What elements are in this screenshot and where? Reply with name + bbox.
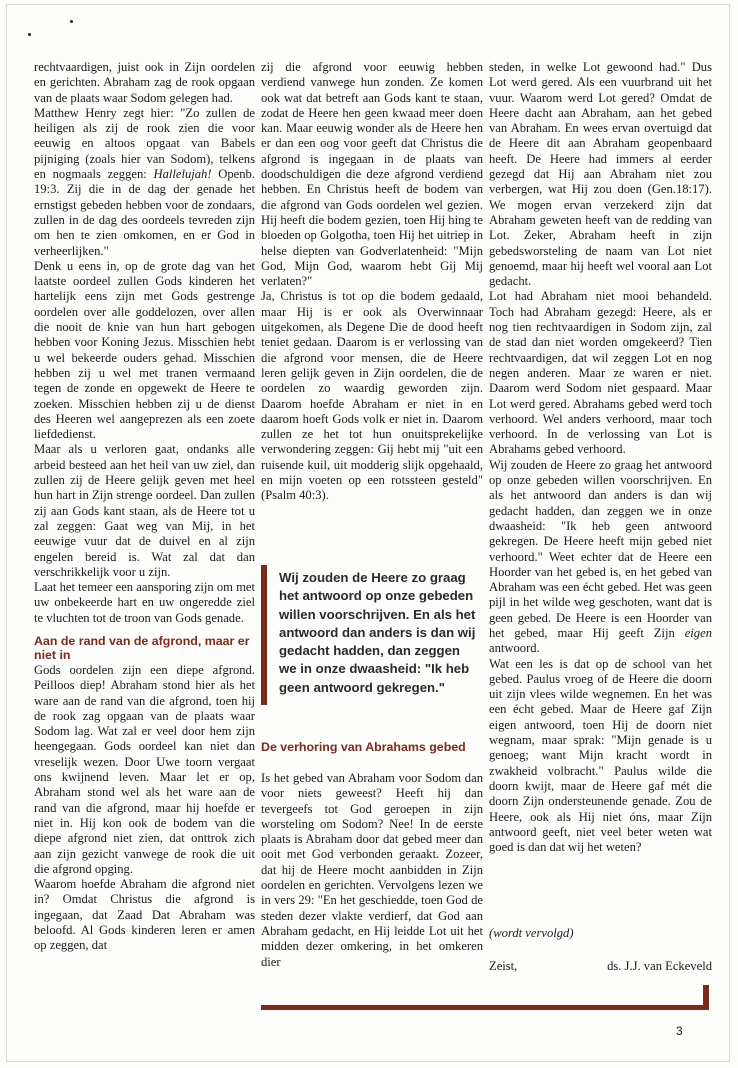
pull-quote-text: Wij zouden de Heere zo graag het antwoord op onze gebeden willen voorschrijven. En als het antwoord dan anders is dan wij gedacht hadden, dan zeggen we in onze dwaasheid: "Ik heb geen antwoord gekregen.": [279, 570, 476, 695]
pull-quote: [261, 565, 483, 705]
bottom-rule: [261, 1005, 709, 1010]
column-3: [489, 60, 712, 855]
scan-speck: [28, 33, 31, 36]
paragraph: Matthew Henry zegt hier: "Zo zullen de heiligen als zij de rook zien die voor eeuwig en altoos opgaat van Babels pijniging (zoals hier van Sodom), telkens en nogmaals zeggen: Hallelujah! Openb. 19:3. Zij die in de dag der genade het ernstigst gebeden hebben voor de zondaars, zullen in de dag des oordeels tevreden zijn om hen te zien omkomen, en er God in verheerlijken.": [34, 105, 255, 258]
to-be-continued: (wordt vervolgd): [489, 926, 574, 940]
paragraph: zij die afgrond voor eeuwig hebben verdiend vanwege hun zonden. Ze komen ook wat dat betreft aan Gods kant te staan, zodat de Heere hen geen kwaad meer doen kan. Maar eeuwig wonder als de Heere hen er dan een oog voor geeft dat Christus die afgrond is ingegaan in de plaats van doodschuldigen die deze afgrond verdiend hebben. En Christus heeft de bodem van die afgrond van Gods oordelen wel gezien. Hij heeft die bodem gezien, toen Hij hing te bloeden op Golgotha, toen Hij het uitriep in helse diepten van Godverlatenheid: "Mijn God, Mijn God, waarom hebt Gij Mij verlaten?": [261, 60, 483, 289]
signature-place: Zeist,: [489, 959, 518, 973]
paragraph: Waarom hoefde Abraham die afgrond niet in? Omdat Christus die afgrond is ingegaan, dat Zaad Dat Abraham was beloofd. Al Gods kinderen leren er amen op zeggen, dat: [34, 877, 255, 953]
column-2-continued: [261, 771, 483, 970]
paragraph: steden, in welke Lot gewoond had." Dus Lot werd gered. Als een vuurbrand uit het vuur. Waarom werd Lot gered? Omdat de Heere dacht aan Abraham, aan het gebed van Abraham. En wees ervan overtuigd dat de Heere dit aan Abraham geopenbaard heeft. De Heere had immers al eerder gezegd dat Hij aan Abraham niet zou verbergen, wat Hij zou doen (Gen.18:17). We mogen ervan verzekerd zijn dat Abraham geweten heeft van de redding van Lot. Zeker, Abraham heeft in zijn gebedsworsteling de naam van Lot niet genoemd, maar hij heeft wel vooral aan Lot gedacht.: [489, 60, 712, 289]
signature: [489, 959, 712, 974]
section-heading: De verhoring van Abrahams gebed: [261, 740, 466, 754]
paragraph: Wij zouden de Heere zo graag het antwoord op onze gebeden willen voorschrijven. En als het antwoord dan anders is dan wij gedacht hadden, dan zeggen we in onze dwaasheid: "Ik heb geen antwoord gekregen. De Heere heeft mijn gebed niet verhoord." Weet echter dat de Heere een Hoorder van het gebed is, en het gebed van Abraham was een écht gebed. Het was geen pijl in het wilde weg geschoten, want dat is geen gebed. De Heere is een Hoorder van het gebed, maar Hij geeft Zijn eigen antwoord.: [489, 457, 712, 656]
section-heading: Aan de rand van de afgrond, maar er niet in: [34, 633, 250, 663]
paragraph: Is het gebed van Abraham voor Sodom dan voor niets geweest? Heeft hij dan tevergeefs tot God geroepen in zijn worsteling om Sodom? Nee! In de eerste plaats is Abraham door dat gebed meer dan ooit met God verbonden geraakt. Zozeer, dat hij de Heere mocht aanbidden in Zijn oordelen en gerichten. Vervolgens lezen we in vers 29: "En het geschiedde, toen God de steden dezer vlakte verdierf, dat God aan Abraham gedacht, en Hij leidde Lot uit het midden dezer omkering, in het omkeren dier: [261, 771, 483, 969]
section-heading-wrap: [261, 740, 483, 755]
paragraph: Gods oordelen zijn een diepe afgrond. Peilloos diep! Abraham stond hier als het ware aan de rand van die afgrond, toen hij de rook zag opgaan van de plaats waar Sodom lag. Wat zal er veel door hem zijn heengegaan. Gods oordeel kan niet dan vreselijk wezen. Door Uwe toorn vergaat ons kwijnend leven. Maar let er op, Abraham stond wel als het ware aan de rand van die afgrond, maar hij hoefde er niet in. Hij kon ook de bodem van die diepe afgrond niet zien, dat onttrok zich aan zijn gezicht vanwege de rook die uit die afgrond opging.: [34, 662, 255, 876]
signature-author: ds. J.J. van Eckeveld: [607, 959, 712, 973]
column-1: [34, 60, 255, 954]
bottom-rule-corner: [703, 985, 709, 1010]
paragraph: Laat het temeer een aansporing zijn om met uw onbekeerde hart en uw ongeredde ziel te vluchten tot de troon van Gods genade.: [34, 580, 255, 625]
paragraph: Denk u eens in, op de grote dag van het laatste oordeel zullen Gods kinderen het hartelijk eens zijn met Gods gestrenge oordelen over alle goddelozen, over allen die nooit de knie van hun hart gebogen hebben voor Koning Jezus. Misschien hebt u wel bekeerde ouders gehad. Misschien hebben zij u wel met tranen vermaand tegen de zonde en opgewekt de Heere te zoeken. Misschien hebben zij u de dienst des Heeren wel aangeprezen als een zoete liefdedienst.: [34, 258, 255, 442]
paragraph: Lot had Abraham niet mooi behandeld. Toch had Abraham gezegd: Heere, als er nog tien rechtvaardigen in Sodom zijn, zal de stad dan niet worden omgekeerd? Tien rechtvaardigen, dat wil zeggen Lot en nog negen anderen. Maar ze waren er niet. Daarom werd Sodom niet gespaard. Maar Lot werd gered. Abrahams gebed werd toch verhoord. Wel anders verhoord, maar toch verhoord. In de verlossing van Lot is Abrahams gebed verhoord.: [489, 289, 712, 457]
page-number: 3: [676, 1024, 683, 1038]
paragraph: Ja, Christus is tot op die bodem gedaald, maar Hij is er ook als Overwinnaar uitgekomen, als Degene Die de dood heeft teniet gedaan. Daarom is er verlossing van die afgrond voor mensen, die de Heere leren gelijk geven in Zijn oordelen, die de oordelen zo waardig geworden zijn. Daarom hoefde Abraham er niet in en daarom hoeft Gods volk er niet in. Daarom zullen ze het tot hun onuitsprekelijke verwondering zeggen: Gij hebt mij "uit een ruisende kuil, uit modderig slijk opgehaald, en mijn voeten op een rotssteen gesteld" (Psalm 40:3).: [261, 289, 483, 503]
paragraph: Wat een les is dat op de school van het gebed. Paulus vroeg of de Heere die doorn uit zijn vlees wilde wegnemen. En het was een écht gebed. Maar de Heere gaf Zijn eigen antwoord, toen Hij de doorn niet wegnam, maar sprak: "Mijn genade is u genoeg; want Mijn kracht wordt in zwakheid volbracht." Paulus wilde die doorn kwijt, maar de Heere gaf mét die doorn Zijn ondersteunende genade. Zou de Heere, ook als Hij niet óns, maar Zíjn antwoord geeft, niet veel beter weten wat goed is dan dat wij het weten?: [489, 656, 712, 855]
scan-speck: [70, 20, 73, 23]
paragraph: rechtvaardigen, juist ook in Zijn oordelen en gerichten. Abraham zag de rook opgaan van de plaats waar Sodom gelegen had.: [34, 60, 255, 105]
pull-quote-bar: [261, 565, 267, 705]
column-2: [261, 60, 483, 504]
paragraph: Maar als u verloren gaat, ondanks alle arbeid besteed aan het heil van uw ziel, dan zullen zij de Heere gelijk geven met heel hun hart in Zijn strenge oordeel. Dan zullen zij aan Gods kant staan, als de Heere tot u zal zeggen: Gaat weg van Mij, in het eeuwige vuur dat de duivel en al zijn engelen bereid is. Wat zal dat dan verschrikkelijk voor u zijn.: [34, 442, 255, 579]
